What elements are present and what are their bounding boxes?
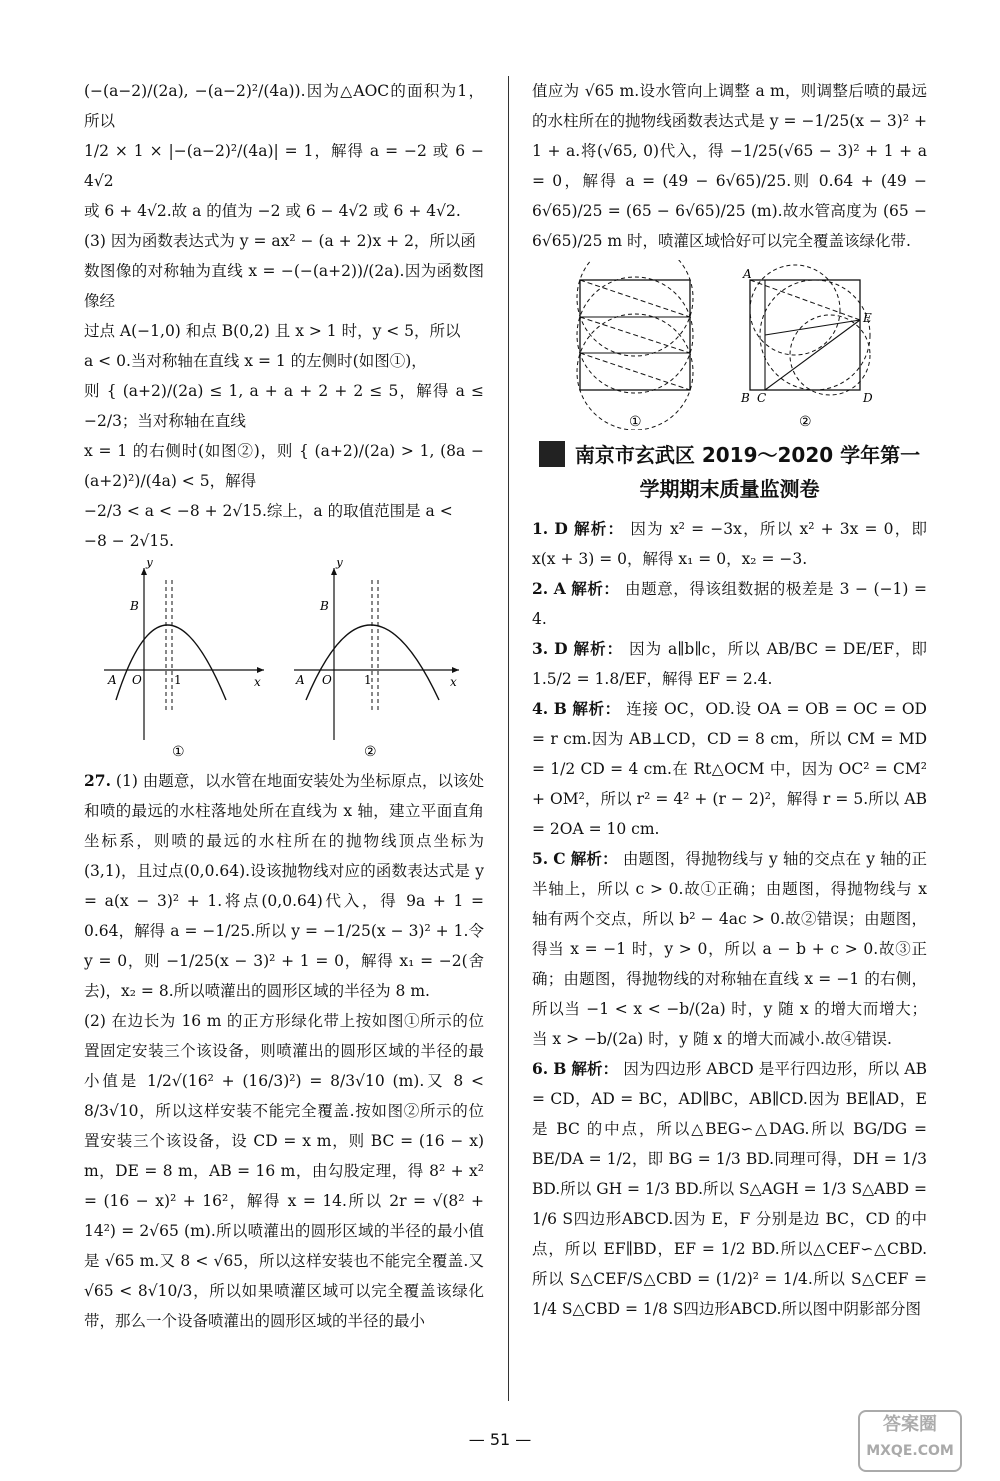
- section-title-line-1: 南京市玄武区 2019～2020 学年第一: [574, 443, 921, 467]
- answer-explanation: 由题图，得抛物线与 y 轴的交点在 y 轴的正半轴上，所以 c > 0.故①正确；由题图，得抛物线与 x 轴有两个交点，所以 b² − 4ac > 0.故②错误；由题图，得当 x = −1 时，y > 0，所以 a − b + c > 0.故③正确；由题图，得抛物线的对称轴在直线 x = −1 的右侧，所以当 −1 < x < −b/(2a) 时，y 随 x 的增大而增大；当 x > −b/(2a) 时，y 随 x 的增大而减小.故④错误.: [532, 850, 927, 1048]
- answer-item: [532, 514, 927, 574]
- point-e-label: E: [862, 311, 872, 325]
- answer-explanation: 由题意，得该组数据的极差是 3 − (−1) = 4.: [532, 580, 927, 628]
- point-d-label: D: [862, 391, 873, 405]
- text-line: 则 { (a+2)/(2a) ≤ 1, a + a + 2 + 2 ≤ 5，解得 a ≤ −2/3；当对称轴在直线: [84, 382, 484, 430]
- analysis-label: 解析：: [571, 1059, 619, 1078]
- point-b-label: B: [320, 599, 329, 613]
- origin-label: O: [322, 673, 332, 687]
- answer-choice: B: [553, 1059, 567, 1078]
- answer-choice: A: [553, 579, 566, 598]
- analysis-label: 解析：: [571, 579, 620, 598]
- answer-list: [532, 514, 927, 1324]
- answer-choice: C: [553, 849, 566, 868]
- answer-number: 3.: [532, 639, 549, 658]
- analysis-label: 解析：: [573, 519, 625, 538]
- tick-one-label: 1: [174, 673, 182, 687]
- answer-choice: D: [554, 519, 568, 538]
- point-a-label: A: [296, 673, 305, 687]
- text-line: (3) 因为函数表达式为 y = ax² − (a + 2)x + 2，所以函: [84, 232, 476, 250]
- circle-coverage-figures: [565, 260, 895, 430]
- coverage-figure-2: [740, 265, 873, 430]
- section-marker-icon: [539, 441, 565, 467]
- watermark-line-1: 答案圈: [883, 1414, 937, 1435]
- answer-item: [532, 694, 927, 844]
- figure-caption-2: ②: [364, 744, 377, 760]
- continued-paragraph: 值应为 √65 m.设水管向上调整 a m，则调整后喷的最远的水柱所在的抛物线函数表达式是 y = −1/25(x − 3)² + 1 + a.将(√65, 0)代入，得 −1/25(√65 − 3)² + 1 + a = 0，解得 a = (49 − 6√65)/25.则 0.64 + (49 − 6√65)/25 = (65 − 6√65)/25 (m).故水管高度为 (65 − 6√65)/25 m 时，喷灌区域恰好可以完全覆盖该绿化带.: [532, 82, 927, 250]
- tick-one-label: 1: [364, 673, 372, 687]
- answer-choice: D: [554, 639, 568, 658]
- answer-number: 4.: [532, 699, 549, 718]
- point-c-label: C: [756, 391, 766, 405]
- text-line: −8 − 2√15.: [84, 532, 175, 550]
- point-b-label: B: [130, 599, 139, 613]
- text-line: (−(a−2)/(2a), −(a−2)²/(4a)).因为△AOC的面积为1，所以: [84, 82, 484, 130]
- watermark-line-2: MXQE.COM: [866, 1443, 954, 1459]
- answer-explanation: 连接 OC，OD.设 OA = OB = OC = OD = r cm.因为 AB⊥CD，CD = 8 cm，所以 CM = MD = 1/2 CD = 4 cm.在 Rt△OCM 中，因为 OC² = CM² + OM²，所以 r² = 4² + (r − 2)²，解得 r = 5.所以 AB = 2OA = 10 cm.: [532, 700, 927, 838]
- answer-choice: B: [553, 699, 567, 718]
- answer-item: [532, 1054, 927, 1324]
- point-a-label: A: [742, 267, 752, 281]
- section-title-line-2: 学期期末质量监测卷: [639, 477, 820, 501]
- question-27-part-2: (2) 在边长为 16 m 的正方形绿化带上按如图①所示的位置固定安装三个该设备，则喷灌出的圆形区域的半径的最小值是 1/2√(16² + (16/3)²) = 8/3√10 (m).又 8 < 8/3√10，所以这样安装不能完全覆盖.按如图②所示的位置安装三个该设备，设 CD = x m，则 BC = (16 − x) m，DE = 8 m，AB = 16 m，由勾股定理，得 8² + x² = (16 − x)² + 16²，解得 x = 14.所以 2r = √(8² + 14²) = 2√65 (m).所以喷灌出的圆形区域的半径的最小值是 √65 m.又 8 < √65，所以这样安装也不能完全覆盖.又 √65 < 8√10/3，所以如果喷灌区域可以完全覆盖该绿化带，那么一个设备喷灌出的圆形区域的半径的最小: [84, 1012, 484, 1330]
- parabola-figure-1: [104, 560, 264, 760]
- page-number: — 51 —: [468, 1430, 532, 1449]
- question-number: 27.: [84, 771, 111, 790]
- right-column: [532, 76, 927, 1324]
- text-line: 数图像的对称轴为直线 x = −(−(a+2))/(2a).因为函数图像经: [84, 262, 484, 310]
- coverage-figure-1: [577, 260, 693, 430]
- text-line: 过点 A(−1,0) 和点 B(0,2) 且 x > 1 时，y < 5，所以: [84, 322, 461, 340]
- analysis-label: 解析：: [572, 699, 621, 718]
- text-line: x = 1 的右侧时(如图②)，则 { (a+2)/(2a) > 1, (8a − (a+2)²)/(4a) < 5，解得: [84, 442, 484, 490]
- analysis-label: 解析：: [570, 849, 618, 868]
- question-27: [84, 766, 484, 1006]
- text-line: 1/2 × 1 × |−(a−2)²/(4a)| = 1，解得 a = −2 或 6 − 4√2: [84, 142, 484, 190]
- analysis-label: 解析：: [573, 639, 624, 658]
- answer-number: 2.: [532, 579, 549, 598]
- answer-item: [532, 844, 927, 1054]
- answer-item: [532, 634, 927, 694]
- point-b-label: B: [740, 391, 750, 405]
- answer-number: 6.: [532, 1059, 549, 1078]
- column-divider: [508, 76, 509, 1401]
- figure-caption-1: ①: [172, 744, 185, 760]
- x-axis-label: x: [254, 675, 261, 689]
- y-axis-label: y: [146, 560, 153, 569]
- answer-number: 1.: [532, 519, 549, 538]
- figure-caption-2: ②: [798, 414, 812, 430]
- parabola-figure-2: [294, 560, 459, 760]
- figure-caption-1: ①: [628, 414, 642, 430]
- parabola-figures: [94, 560, 474, 760]
- watermark-logo: [858, 1410, 962, 1472]
- answer-item: [532, 574, 927, 634]
- question-27-part-1: (1) 由题意，以水管在地面安装处为坐标原点，以该处和喷的最远的水柱落地处所在直线为 x 轴，建立平面直角坐标系，则喷的最远的水柱所在的抛物线顶点坐标为(3,1)，且过点(0,0.64).设该抛物线对应的函数表达式是 y = a(x − 3)² + 1.将点(0,0.64)代入，得 9a + 1 = 0.64，解得 a = −1/25.所以 y = −1/25(x − 3)² + 1.令 y = 0，则 −1/25(x − 3)² + 1 = 0，解得 x₁ = −2(舍去)，x₂ = 8.所以喷灌出的圆形区域的半径为 8 m.: [84, 772, 484, 1000]
- left-column: [84, 76, 484, 1336]
- answer-number: 5.: [532, 849, 549, 868]
- answer-explanation: 因为四边形 ABCD 是平行四边形，所以 AB = CD，AD = BC，AD∥BC，AB∥CD.因为 BE∥AD，E 是 BC 的中点，所以△BEG∽△DAG.所以 BG/DG = BE/DA = 1/2，即 BG = 1/3 BD.同理可得，DH = 1/3 BD.所以 GH = 1/3 BD.所以 S△AGH = 1/3 S△ABD = 1/6 S四边形ABCD.因为 E，F 分别是边 BC，CD 的中点，所以 EF∥BD，EF = 1/2 BD.所以△CEF∽△CBD.所以 S△CEF/S△CBD = (1/2)² = 1/4.所以 S△CEF = 1/4 S△CBD = 1/8 S四边形ABCD.所以图中阴影部分图: [532, 1060, 927, 1318]
- text-line: 或 6 + 4√2.故 a 的值为 −2 或 6 − 4√2 或 6 + 4√2.: [84, 202, 461, 220]
- answer-explanation: 因为 a∥b∥c，所以 AB/BC = DE/EF，即 1.5/2 = 1.8/EF，解得 EF = 2.4.: [532, 640, 927, 688]
- section-heading: [532, 438, 927, 506]
- answer-explanation: 因为 x² = −3x，所以 x² + 3x = 0，即 x(x + 3) = 0，解得 x₁ = 0，x₂ = −3.: [532, 520, 927, 568]
- text-line: a < 0.当对称轴在直线 x = 1 的左侧时(如图①)，: [84, 352, 427, 370]
- x-axis-label: x: [450, 675, 457, 689]
- y-axis-label: y: [336, 560, 343, 569]
- point-a-label: A: [108, 673, 117, 687]
- text-line: −2/3 < a < −8 + 2√15.综上，a 的取值范围是 a <: [84, 502, 453, 520]
- origin-label: O: [132, 673, 142, 687]
